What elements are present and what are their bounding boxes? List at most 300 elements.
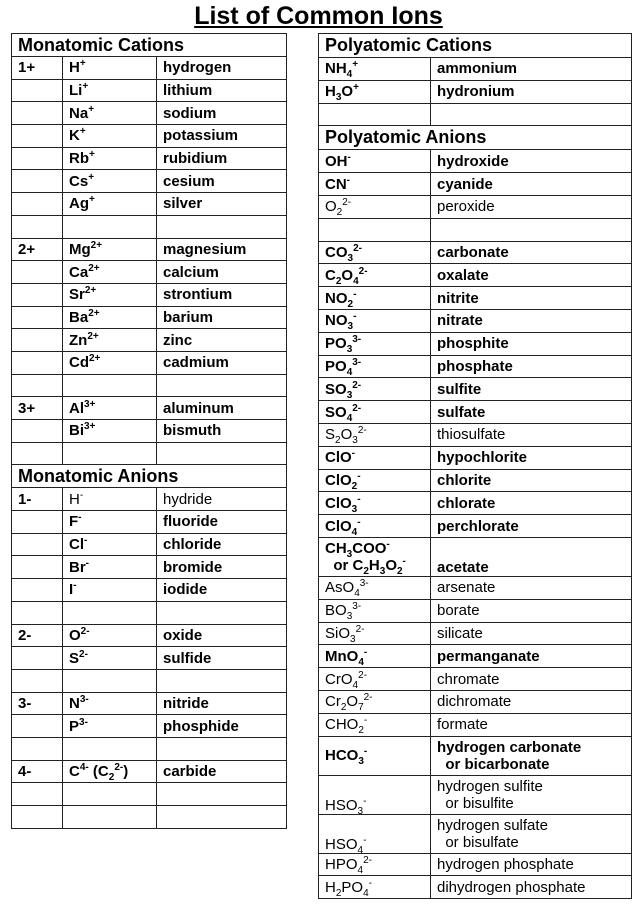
ion-formula: SiO$_3^{2-}$	[319, 622, 431, 645]
ion-charge: 3-	[352, 334, 362, 346]
table-row	[12, 79, 287, 102]
ion-charge: 2-	[358, 669, 367, 681]
ion-subscript: 4	[358, 656, 364, 668]
ion-name: iodide	[157, 579, 287, 602]
table-row	[319, 853, 632, 876]
ion-subscript: 2	[335, 887, 342, 899]
ion-name: phosphite	[431, 332, 632, 355]
table-row	[12, 329, 287, 352]
ion-charge: -	[363, 646, 368, 658]
ion-name: cyanide	[431, 173, 632, 196]
ion-charge: +	[89, 149, 95, 161]
ion-charge: 3-	[359, 578, 369, 590]
ion-charge: +	[352, 59, 359, 71]
ion-name: permanganate	[431, 645, 632, 668]
ion-charge: 3+	[84, 398, 96, 410]
ion-subscript: 3	[346, 389, 353, 401]
ion-name: phosphate	[431, 355, 632, 378]
ion-subscript: 3	[357, 805, 364, 815]
table-row	[319, 218, 632, 241]
charge-cell: 4-	[12, 760, 63, 783]
table-row	[12, 465, 287, 488]
ion-name: sodium	[157, 102, 287, 125]
table-row	[12, 647, 287, 670]
charge-cell	[12, 647, 63, 670]
ion-symbol: Br-	[63, 556, 157, 579]
ion-name: chloride	[157, 533, 287, 556]
table-row	[12, 125, 287, 148]
ion-symbol: $N^{3-}$	[63, 692, 157, 715]
charge-cell	[12, 533, 63, 556]
table-row	[319, 599, 632, 622]
table-row	[319, 58, 632, 81]
ion-name: hydride	[157, 488, 287, 511]
ion-charge: -	[363, 834, 367, 846]
ion-charge: -	[78, 512, 82, 524]
ion-name: silicate	[431, 622, 632, 645]
table-row	[319, 287, 632, 310]
ion-symbol: $Ba^{2+}$	[63, 306, 157, 329]
ion-charge: -	[363, 746, 368, 758]
ion-formula: $C_2O_4^{2-}$	[319, 264, 431, 287]
ion-charge: -	[357, 470, 361, 482]
ion-charge: -	[353, 311, 357, 323]
ion-name: bromide	[157, 556, 287, 579]
section-header: Monatomic Anions	[12, 465, 287, 488]
charge-cell	[12, 329, 63, 352]
charge-cell	[12, 556, 63, 579]
ion-symbol: H+	[63, 57, 157, 80]
ion-name: zinc	[157, 329, 287, 352]
ion-subscript: 2	[340, 702, 347, 714]
ion-subscript: 3	[352, 435, 358, 447]
ion-charge: 3-	[79, 716, 88, 728]
ion-charge: 3-	[79, 693, 89, 705]
empty-cell	[157, 806, 287, 829]
table-row	[12, 147, 287, 170]
ion-charge: +	[353, 82, 359, 94]
table-row	[319, 622, 632, 645]
ion-subscript: 3	[379, 565, 386, 577]
ion-formula: $H_3O^+$	[319, 80, 431, 103]
ion-charge: -	[357, 493, 361, 505]
ion-formula: ClO$_4$-	[319, 515, 431, 538]
ion-charge: 2-	[355, 623, 365, 635]
ion-formula: AsO$_4^{3-}$	[319, 576, 431, 599]
ion-subscript: 4	[357, 864, 364, 876]
table-row	[12, 669, 287, 692]
ion-charge: 2-	[342, 197, 352, 209]
ion-subscript: 4	[354, 588, 360, 600]
ion-name: oxide	[157, 624, 287, 647]
ion-formula: ClO$_2$-	[319, 469, 431, 492]
ion-name: lithium	[157, 79, 287, 102]
ion-formula: $NO_2^-$	[319, 287, 431, 310]
empty-cell	[157, 669, 287, 692]
ion-subscript: 4	[363, 887, 369, 899]
charge-cell: 1+	[12, 57, 63, 80]
ion-symbol: $Zn^{2+}$	[63, 329, 157, 352]
ion-subscript: 2	[363, 565, 369, 577]
ion-symbol: $C^{4-}$ $(C_2^{2-})$	[63, 760, 157, 783]
ion-charge: +	[88, 103, 95, 115]
ion-name: acetate	[431, 537, 632, 576]
ion-charge: 2-	[114, 761, 124, 773]
ion-formula: $SO_3^{2-}$	[319, 378, 431, 401]
ion-subscript: 3	[350, 633, 356, 645]
ion-formula: $Cr_2O_7^{2-}$	[319, 690, 431, 713]
charge-cell	[12, 420, 63, 443]
table-row	[12, 215, 287, 238]
charge-cell	[12, 102, 63, 125]
ion-charge: -	[368, 877, 372, 889]
ion-name: fluoride	[157, 511, 287, 534]
ion-symbol: $Bi^{3+}$	[63, 420, 157, 443]
empty-cell	[319, 103, 431, 126]
ion-subscript: 2	[358, 725, 364, 737]
table-row	[319, 645, 632, 668]
table-row	[12, 306, 287, 329]
table-row	[12, 601, 287, 624]
ion-subscript: 3	[347, 321, 354, 333]
monatomic-ions-table	[11, 33, 287, 829]
empty-cell	[12, 215, 63, 238]
ion-name: peroxide	[431, 195, 632, 218]
table-row	[12, 57, 287, 80]
ion-charge: +	[79, 126, 86, 138]
ion-charge: -	[363, 715, 368, 727]
ion-charge: 2-	[352, 379, 362, 391]
ion-subscript: 4	[346, 69, 353, 81]
charge-cell	[12, 306, 63, 329]
table-row	[319, 401, 632, 424]
ion-formula: $NH_4^+$	[319, 58, 431, 81]
empty-cell	[431, 103, 632, 126]
table-row	[12, 34, 287, 57]
table-row	[319, 309, 632, 332]
ion-charge: 2-	[80, 625, 90, 637]
ion-formula: $HPO_4^{2-}$	[319, 853, 431, 876]
charge-cell	[12, 79, 63, 102]
table-row	[319, 195, 632, 218]
empty-cell	[63, 737, 157, 760]
table-row	[319, 80, 632, 103]
ion-name: hydroxide	[431, 150, 632, 173]
table-row	[319, 690, 632, 713]
table-row	[319, 492, 632, 515]
table-row	[12, 261, 287, 284]
ion-charge: 4-	[79, 761, 89, 773]
table-row	[319, 668, 632, 691]
table-row	[319, 576, 632, 599]
ion-name: nitrite	[431, 287, 632, 310]
ion-charge: 3-	[352, 601, 362, 613]
ion-charge: 2-	[358, 265, 368, 277]
ion-charge: 2+	[84, 285, 97, 297]
ion-name: oxalate	[431, 264, 632, 287]
empty-cell	[63, 669, 157, 692]
table-row	[12, 420, 287, 443]
ion-charge: -	[357, 516, 361, 528]
ion-name: dihydrogen phosphate	[431, 876, 632, 899]
table-row	[12, 556, 287, 579]
ion-name: hydrogen carbonate or bicarbonate	[431, 736, 632, 775]
ion-formula: $PO_3^{3-}$	[319, 332, 431, 355]
ion-subscript: 4	[352, 679, 359, 691]
table-row	[319, 150, 632, 173]
ion-name: hydrogen phosphate	[431, 853, 632, 876]
ion-symbol: $O^{2-}$	[63, 624, 157, 647]
table-row	[12, 511, 287, 534]
empty-cell	[63, 442, 157, 465]
ion-subscript: 4	[346, 412, 353, 424]
ion-charge: +	[89, 194, 95, 206]
ion-formula: $SO_4^{2-}$	[319, 401, 431, 424]
ion-name: chlorite	[431, 469, 632, 492]
table-row	[12, 442, 287, 465]
ion-symbol: Rb+	[63, 147, 157, 170]
ion-formula: $S_2O_3^{2-}$	[319, 423, 431, 446]
ion-name: rubidium	[157, 147, 287, 170]
ion-subscript: 7	[358, 702, 364, 714]
ion-subscript: 2	[335, 275, 342, 287]
ion-charge: -	[351, 448, 356, 460]
table-row	[12, 351, 287, 374]
ion-symbol: H-	[63, 488, 157, 511]
polyatomic-ions-table	[318, 33, 632, 899]
ion-formula: $HCO_3^-$	[319, 736, 431, 775]
table-row	[12, 193, 287, 216]
section-header: Monatomic Cations	[12, 34, 287, 57]
ion-charge: -	[386, 538, 390, 550]
ion-symbol: $Mg^{2+}$	[63, 238, 157, 261]
ion-symbol: $Al^{3+}$	[63, 397, 157, 420]
ion-name: hydrogen sulfate or bisulfate	[431, 814, 632, 853]
ion-charge: -	[402, 555, 406, 567]
table-row	[319, 446, 632, 469]
ion-name: sulfite	[431, 378, 632, 401]
charge-cell	[12, 715, 63, 738]
ion-symbol: Cs+	[63, 170, 157, 193]
ion-subscript: 4	[346, 366, 353, 378]
ion-charge: 2+	[87, 330, 99, 342]
ion-formula: ClO-	[319, 446, 431, 469]
table-row	[319, 173, 632, 196]
ion-formula: $CHO_2^-$	[319, 713, 431, 736]
ion-symbol: Li+	[63, 79, 157, 102]
table-row	[12, 238, 287, 261]
empty-cell	[12, 669, 63, 692]
ion-name: calcium	[157, 261, 287, 284]
empty-cell	[157, 737, 287, 760]
empty-cell	[12, 737, 63, 760]
ion-name: silver	[157, 193, 287, 216]
charge-cell: 2-	[12, 624, 63, 647]
table-row	[319, 126, 632, 150]
ion-name: perchlorate	[431, 515, 632, 538]
table-row	[319, 103, 632, 126]
ion-subscript: 2	[396, 565, 403, 577]
section-header: Polyatomic Anions	[319, 126, 632, 150]
ion-name: dichromate	[431, 690, 632, 713]
ion-symbol: Cl-	[63, 533, 157, 556]
ion-name: thiosulfate	[431, 423, 632, 446]
ion-subscript: 3	[335, 92, 342, 104]
table-row	[319, 814, 632, 853]
ion-subscript: 2	[347, 298, 354, 310]
empty-cell	[12, 601, 63, 624]
ion-charge: 2-	[352, 402, 362, 414]
charge-cell	[12, 193, 63, 216]
ion-formula: $H_2PO_4^-$	[319, 876, 431, 899]
ion-symbol: $P^{3-}$	[63, 715, 157, 738]
ion-subscript: 4	[357, 844, 364, 854]
table-row	[12, 624, 287, 647]
ion-name: hydrogen	[157, 57, 287, 80]
ion-symbol: $Sr^{2+}$	[63, 283, 157, 306]
ion-charge: -	[353, 288, 357, 300]
ion-name: sulfate	[431, 401, 632, 424]
ion-name: formate	[431, 713, 632, 736]
table-row	[12, 488, 287, 511]
ion-formula: $O_2^{2-}$	[319, 195, 431, 218]
ion-subscript: 2	[336, 207, 343, 219]
ion-name: hydrogen sulfite or bisulfite	[431, 775, 632, 814]
ion-formula: ClO$_3$-	[319, 492, 431, 515]
ion-formula: $CH_3COO^-$ or $C_2H_3O_2^-$	[319, 537, 431, 576]
empty-cell	[12, 374, 63, 397]
ion-charge: -	[363, 795, 367, 807]
empty-cell	[157, 601, 287, 624]
ion-subscript: 4	[353, 275, 359, 287]
ion-subscript: 3	[346, 344, 353, 356]
ion-formula: $CO_3^{2-}$	[319, 241, 431, 264]
empty-cell	[63, 215, 157, 238]
ion-name: bismuth	[157, 420, 287, 443]
ion-name: carbonate	[431, 241, 632, 264]
ion-symbol: Na+	[63, 102, 157, 125]
ion-formula: CrO$_4^{2-}$	[319, 668, 431, 691]
ion-symbol: $Ca^{2+}$	[63, 261, 157, 284]
ion-formula: OH-	[319, 150, 431, 173]
ion-formula: $PO_4^{3-}$	[319, 355, 431, 378]
ion-charge: 2-	[79, 648, 88, 660]
ion-subscript: 3	[351, 503, 358, 515]
table-row	[12, 374, 287, 397]
ion-formula: MnO$_4$-	[319, 645, 431, 668]
ion-charge: 2+	[88, 307, 100, 319]
table-row	[319, 34, 632, 58]
charge-cell	[12, 351, 63, 374]
ion-charge: 2+	[88, 262, 100, 274]
empty-cell	[157, 374, 287, 397]
table-row	[12, 579, 287, 602]
ion-name: magnesium	[157, 238, 287, 261]
table-row	[12, 102, 287, 125]
ion-charge: -	[73, 580, 77, 592]
charge-cell: 2+	[12, 238, 63, 261]
ion-symbol: K+	[63, 125, 157, 148]
ion-name: nitride	[157, 692, 287, 715]
table-row	[319, 713, 632, 736]
table-row	[12, 692, 287, 715]
ion-subscript: 3	[346, 548, 353, 560]
ion-name: arsenate	[431, 576, 632, 599]
ion-name: nitrate	[431, 309, 632, 332]
ion-charge: 3-	[352, 356, 362, 368]
table-row	[319, 775, 632, 814]
ion-charge: 2-	[363, 692, 373, 704]
table-row	[319, 355, 632, 378]
ion-formula: $NO_3^-$	[319, 309, 431, 332]
charge-cell	[12, 511, 63, 534]
empty-cell	[157, 783, 287, 806]
table-row	[319, 469, 632, 492]
ion-subscript: 3	[347, 252, 354, 264]
page-title: List of Common Ions	[194, 2, 443, 30]
ion-formula: $HSO_4^-$	[319, 814, 431, 853]
ion-formula: CN-	[319, 173, 431, 196]
empty-cell	[12, 442, 63, 465]
empty-cell	[63, 806, 157, 829]
charge-cell	[12, 283, 63, 306]
charge-cell	[12, 579, 63, 602]
ion-symbol: $S^{2-}$	[63, 647, 157, 670]
ion-charge: -	[347, 151, 351, 163]
ion-name: borate	[431, 599, 632, 622]
ion-subscript: 3	[358, 756, 364, 768]
ion-name: aluminum	[157, 397, 287, 420]
ion-symbol: I-	[63, 579, 157, 602]
ion-charge: +	[82, 81, 89, 93]
ion-symbol: F-	[63, 511, 157, 534]
ion-charge: -	[85, 557, 90, 569]
table-row	[319, 423, 632, 446]
empty-cell	[12, 806, 63, 829]
ion-formula: $BO_3^{3-}$	[319, 599, 431, 622]
ion-name: phosphide	[157, 715, 287, 738]
ion-charge: 2+	[89, 353, 101, 365]
empty-cell	[157, 215, 287, 238]
table-row	[319, 332, 632, 355]
ion-symbol: Ag+	[63, 193, 157, 216]
ion-charge: 3+	[84, 421, 96, 433]
ion-charge: 2-	[357, 425, 367, 437]
table-row	[319, 537, 632, 576]
ion-charge: -	[79, 489, 84, 501]
table-row	[12, 760, 287, 783]
section-header: Polyatomic Cations	[319, 34, 632, 58]
ion-charge: -	[346, 174, 351, 186]
table-row	[12, 806, 287, 829]
ion-charge: -	[84, 535, 88, 547]
empty-cell	[63, 601, 157, 624]
table-row	[12, 783, 287, 806]
ion-name: hypochlorite	[431, 446, 632, 469]
ion-name: potassium	[157, 125, 287, 148]
table-row	[319, 876, 632, 899]
charge-cell	[12, 125, 63, 148]
ion-subscript: 2	[108, 771, 115, 783]
table-row	[12, 397, 287, 420]
ion-name: ammonium	[431, 58, 632, 81]
charge-cell: 1-	[12, 488, 63, 511]
empty-cell	[63, 374, 157, 397]
ion-name: chlorate	[431, 492, 632, 515]
table-row	[319, 378, 632, 401]
ion-subscript: 2	[351, 480, 358, 492]
table-row	[12, 737, 287, 760]
